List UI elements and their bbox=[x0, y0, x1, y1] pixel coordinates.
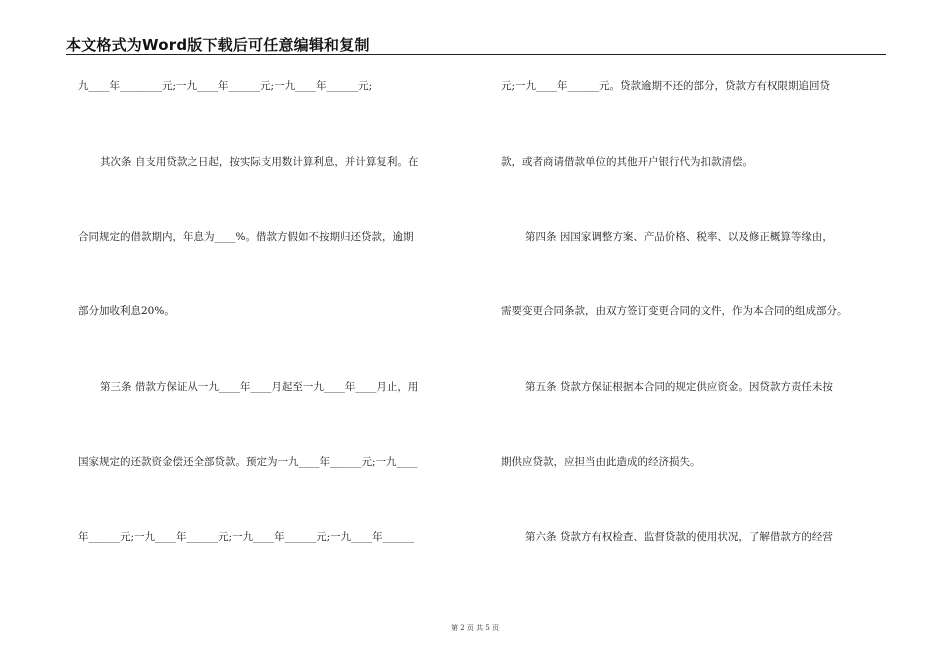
right-line-6: 期供应贷款，应担当由此造成的经济损失。 bbox=[501, 456, 701, 468]
left-line-7: 年______元;一九____年______元;一九____年______元;一九____年______ bbox=[78, 531, 415, 543]
page-number-footer: 第 2 页 共 5 页 bbox=[450, 624, 500, 632]
right-line-5: 第五条 贷款方保证根据本合同的规定供应资金。因贷款方责任未按 bbox=[525, 381, 833, 393]
document-header-title: 本文格式为Word版下载后可任意编辑和复制 bbox=[66, 36, 370, 54]
left-line-1: 九____年________元;一九____年______元;一九____年______元; bbox=[78, 80, 373, 92]
left-line-5: 第三条 借款方保证从一九____年____月起至一九____年____月止，用 bbox=[100, 381, 419, 393]
right-line-2: 款，或者商请借款单位的其他开户银行代为扣款清偿。 bbox=[501, 156, 753, 168]
header-divider bbox=[66, 54, 886, 55]
left-line-4: 部分加收利息20%。 bbox=[78, 305, 175, 317]
right-line-3: 第四条 因国家调整方案、产品价格、税率、以及修正概算等缘由， bbox=[525, 231, 833, 243]
left-line-6: 国家规定的还款资金偿还全部贷款。预定为一九____年______元;一九____ bbox=[78, 456, 418, 468]
right-line-7: 第六条 贷款方有权检查、监督贷款的使用状况，了解借款方的经营 bbox=[525, 531, 833, 543]
right-line-4: 需要变更合同条款，由双方签订变更合同的文件，作为本合同的组成部分。 bbox=[501, 305, 848, 317]
right-line-1: 元;一九____年______元。贷款逾期不还的部分，贷款方有权限期追回贷 bbox=[501, 80, 831, 92]
left-line-2: 其次条 自支用贷款之日起，按实际支用数计算利息，并计算复利。在 bbox=[100, 156, 419, 168]
left-line-3: 合同规定的借款期内，年息为____%。借款方假如不按期归还贷款，逾期 bbox=[78, 231, 414, 243]
